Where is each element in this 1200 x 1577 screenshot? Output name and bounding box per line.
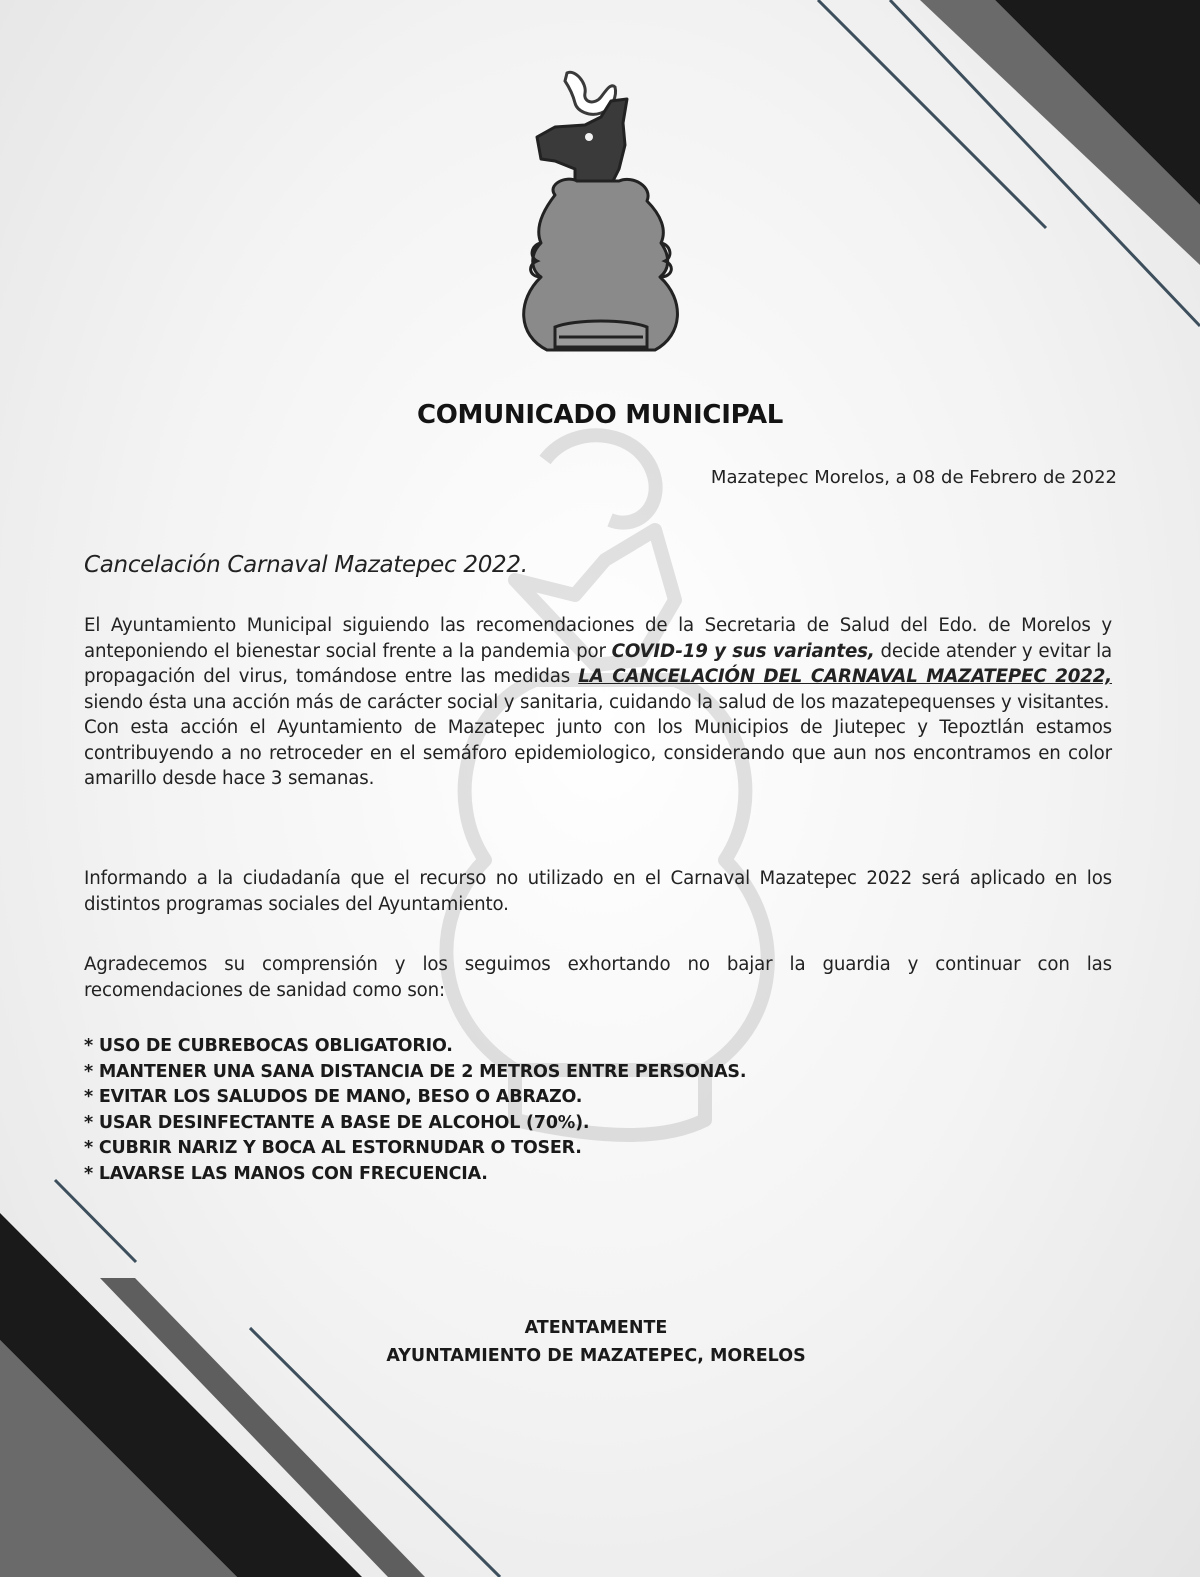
bottom-left-accent-line-1: [55, 1180, 136, 1262]
paragraph-announcement: [84, 613, 1112, 792]
page-title: COMUNICADO MUNICIPAL: [416, 400, 784, 430]
list-item: * USAR DESINFECTANTE A BASE DE ALCOHOL (70%).: [84, 1112, 590, 1133]
paragraph-text: El Ayuntamiento Municipal siguiendo las recomendaciones de la Secretaria de Salud del Edo. de Morelos y anteponiendo el bienestar social frente a la pandemia por: [84, 615, 1112, 662]
list-item: * LAVARSE LAS MANOS CON FRECUENCIA.: [84, 1163, 488, 1184]
list-item: * MANTENER UNA SANA DISTANCIA DE 2 METROS ENTRE PERSONAS.: [84, 1061, 747, 1082]
paragraph-text: Con esta acción el Ayuntamiento de Mazatepec junto con los Municipios de Jiutepec y Tepoztlán estamos contribuyendo a no retroceder en el semáforo epidemiologico, considerando que aun nos encontramos en color amarillo desde hace 3 semanas.: [84, 717, 1112, 789]
list-item: * CUBRIR NARIZ Y BOCA AL ESTORNUDAR O TOSER.: [84, 1138, 582, 1158]
closing-text: ATENTAMENTE: [524, 1318, 668, 1338]
recommendations-list: [84, 1034, 746, 1187]
date-line: Mazatepec Morelos, a 08 de Febrero de 2022: [710, 467, 1117, 488]
paragraph-resources: Informando a la ciudadanía que el recurso no utilizado en el Carnaval Mazatepec 2022 será aplicado en los distintos programas sociales del Ayuntamiento.: [84, 868, 1112, 915]
paragraph-text: decide atender y evitar la propagación del virus, tomándose entre las medidas: [84, 640, 1112, 687]
cancellation-emphasis: LA CANCELACIÓN DEL CARNAVAL MAZATEPEC 2022,: [578, 666, 1112, 687]
paragraph-thanks: Agradecemos su comprensión y los seguimos exhortando no bajar la guardia y continuar con las recomendaciones de sanidad como son:: [84, 954, 1112, 1001]
list-item: * USO DE CUBREBOCAS OBLIGATORIO.: [84, 1036, 453, 1056]
top-right-dark-stripe: [995, 0, 1200, 205]
covid-emphasis: COVID-19 y sus variantes,: [611, 640, 875, 662]
signature-text: AYUNTAMIENTO DE MAZATEPEC, MORELOS: [386, 1346, 806, 1366]
mazatepec-deer-glyph-icon: [515, 65, 685, 365]
subject-heading: Cancelación Carnaval Mazatepec 2022.: [84, 552, 528, 578]
list-item: * EVITAR LOS SALUDOS DE MANO, BESO O ABRAZO.: [84, 1087, 583, 1107]
paragraph-text: siendo ésta una acción más de carácter social y sanitaria, cuidando la salud de los mazatepequenses y visitantes.: [84, 691, 1110, 713]
